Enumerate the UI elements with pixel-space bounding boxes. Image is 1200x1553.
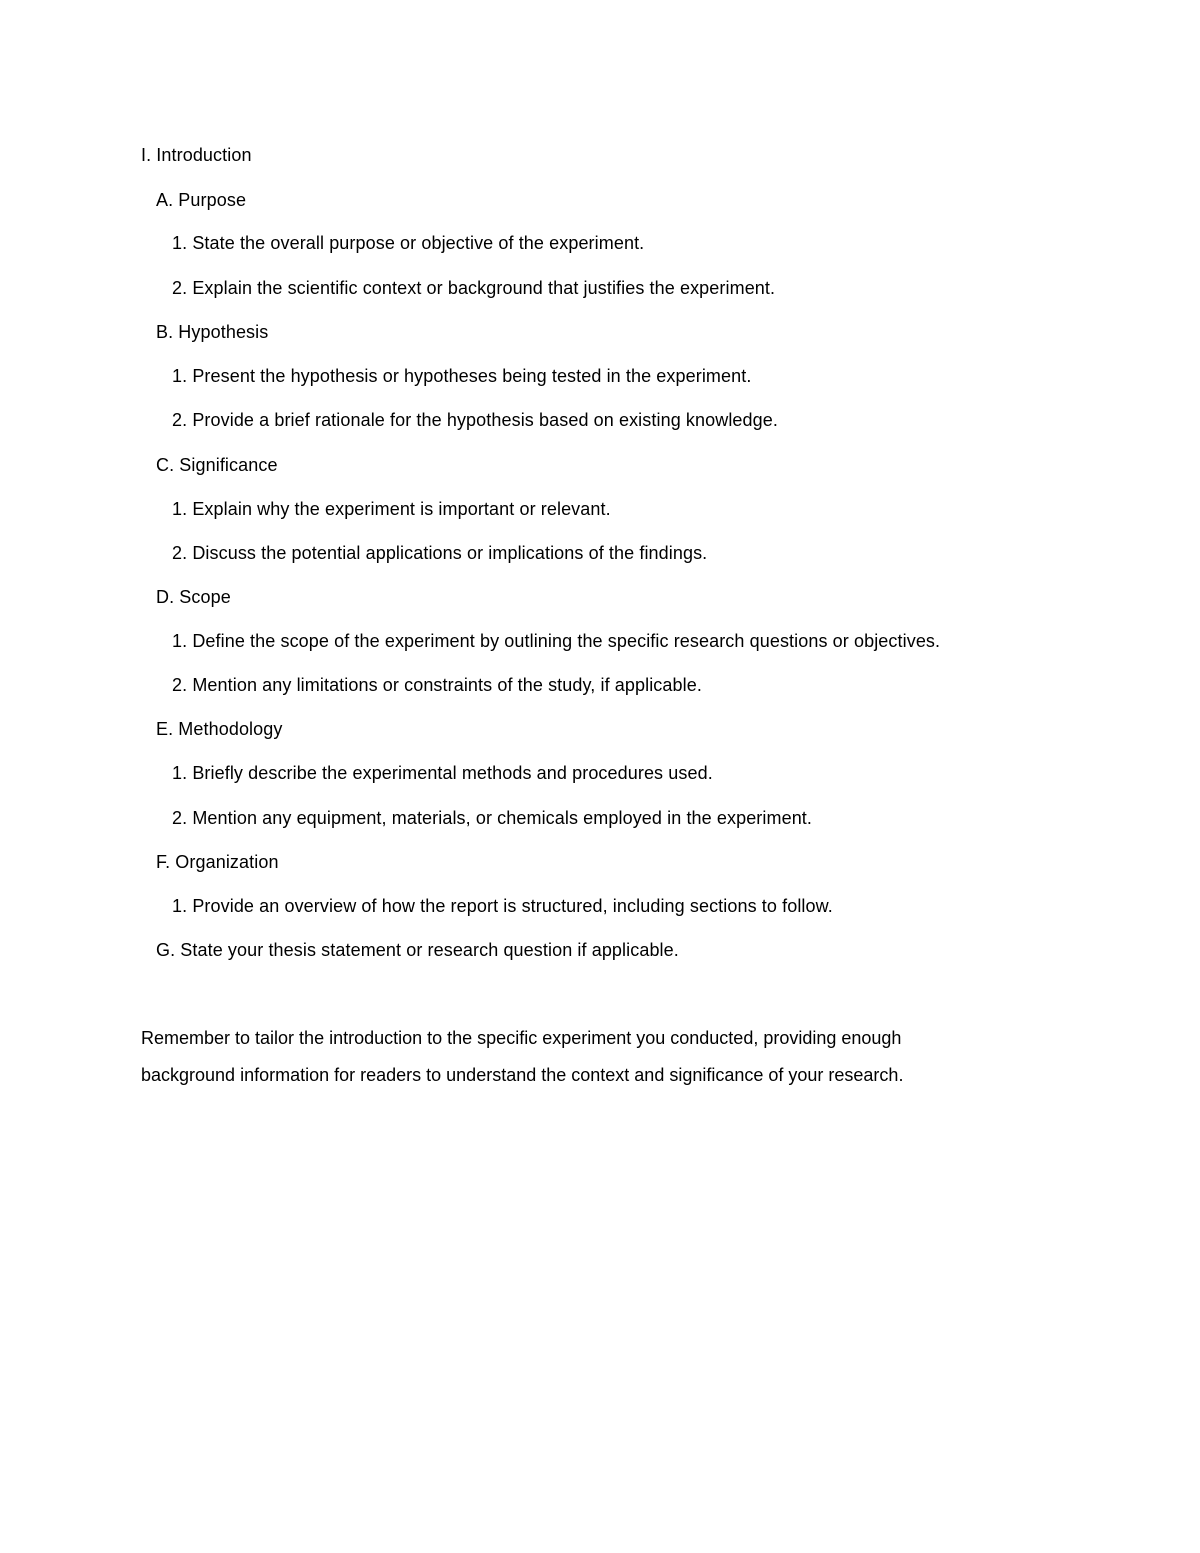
organization-item-1: 1. Provide an overview of how the report is structured, including sections to follow. bbox=[172, 896, 833, 916]
thesis-heading: G. State your thesis statement or research question if applicable. bbox=[156, 940, 679, 960]
hypothesis-item-2: 2. Provide a brief rationale for the hypothesis based on existing knowledge. bbox=[172, 410, 778, 430]
hypothesis-heading: B. Hypothesis bbox=[156, 322, 269, 342]
significance-item-1: 1. Explain why the experiment is important or relevant. bbox=[172, 499, 611, 519]
purpose-item-1: 1. State the overall purpose or objective of the experiment. bbox=[172, 233, 645, 253]
scope-item-2: 2. Mention any limitations or constraints of the study, if applicable. bbox=[172, 675, 702, 695]
organization-heading: F. Organization bbox=[156, 852, 279, 872]
methodology-heading: E. Methodology bbox=[156, 719, 283, 739]
scope-item-1: 1. Define the scope of the experiment by outlining the specific research questions or objectives. bbox=[172, 631, 941, 651]
scope-heading: D. Scope bbox=[156, 587, 231, 607]
closing-paragraph bbox=[141, 1020, 903, 1094]
significance-heading: C. Significance bbox=[156, 455, 278, 475]
closing-line-1: Remember to tailor the introduction to the specific experiment you conducted, providing enough bbox=[141, 1028, 902, 1048]
significance-item-2: 2. Discuss the potential applications or implications of the findings. bbox=[172, 543, 708, 563]
methodology-item-1: 1. Briefly describe the experimental methods and procedures used. bbox=[172, 763, 713, 783]
purpose-item-2: 2. Explain the scientific context or background that justifies the experiment. bbox=[172, 278, 776, 298]
closing-line-2: background information for readers to understand the context and significance of your research. bbox=[141, 1065, 904, 1085]
section-title: I. Introduction bbox=[141, 145, 252, 165]
methodology-item-2: 2. Mention any equipment, materials, or chemicals employed in the experiment. bbox=[172, 808, 813, 828]
hypothesis-item-1: 1. Present the hypothesis or hypotheses being tested in the experiment. bbox=[172, 366, 752, 386]
purpose-heading: A. Purpose bbox=[156, 190, 247, 210]
